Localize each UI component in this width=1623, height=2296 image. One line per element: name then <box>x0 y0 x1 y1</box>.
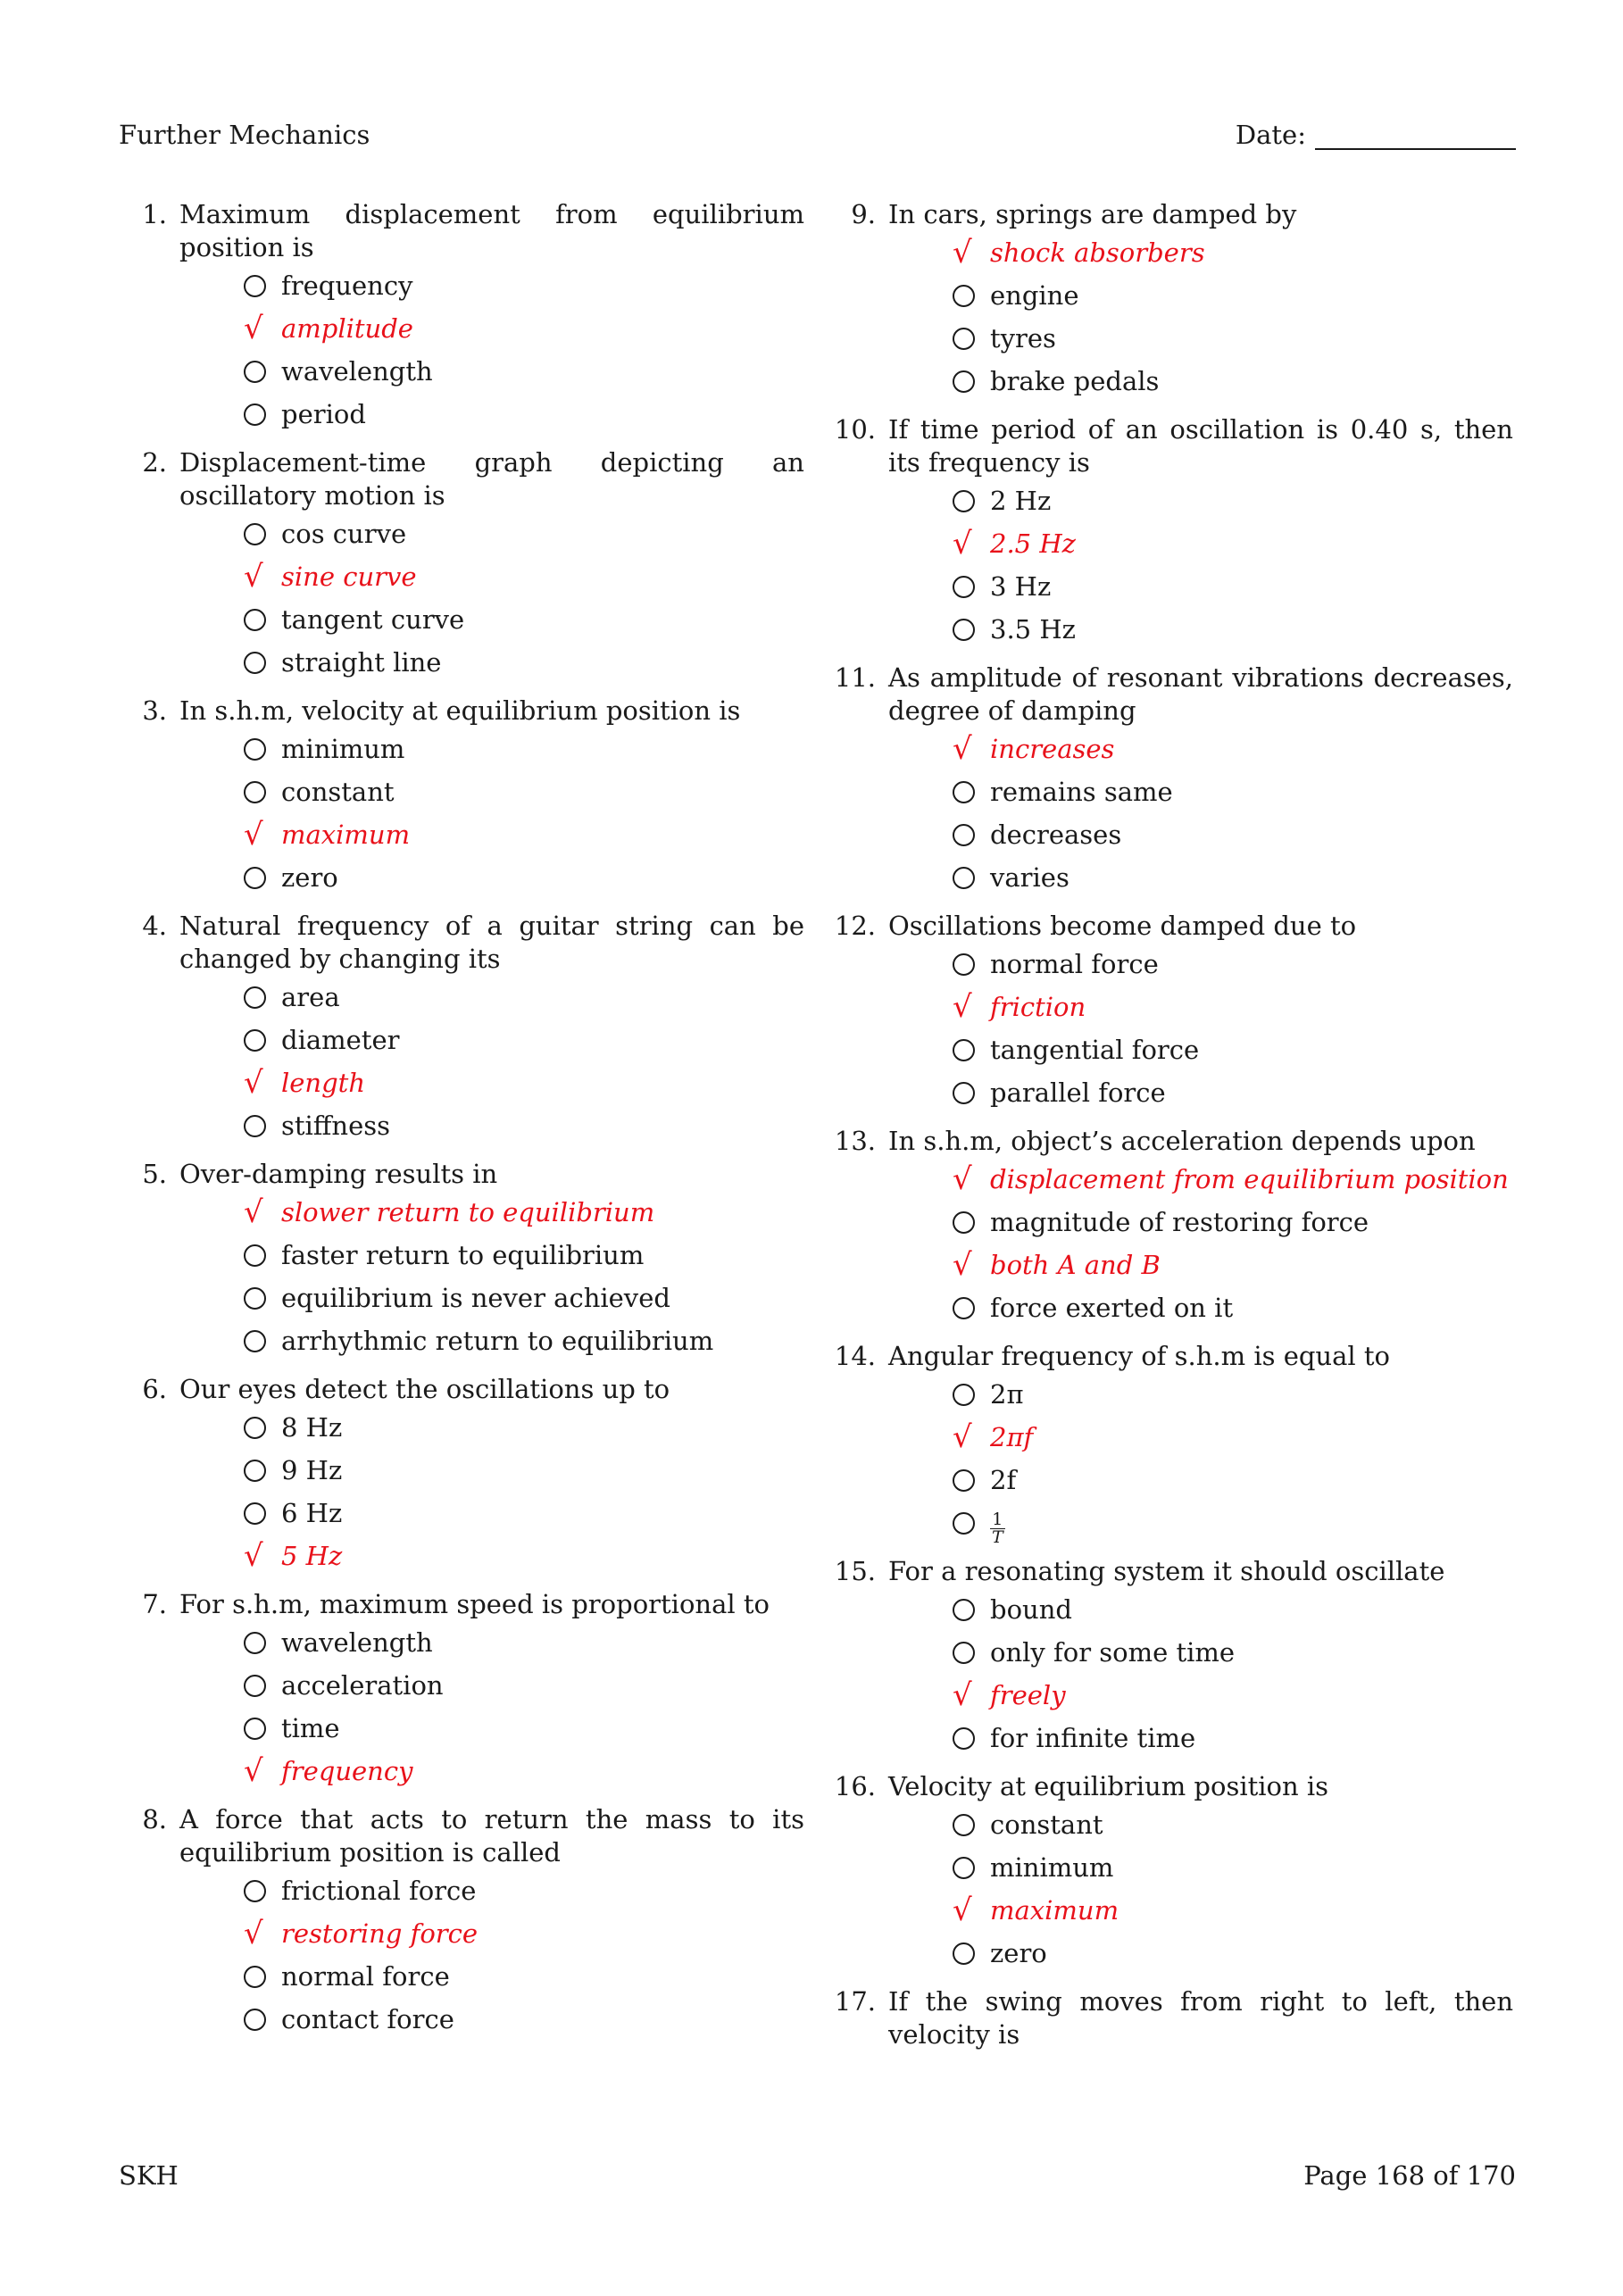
question-text: In s.h.m, object’s acceleration depends upon <box>888 1126 1476 1156</box>
question-text: For a resonating system it should oscillate <box>888 1556 1445 1586</box>
checkmark-icon: √ <box>244 1753 263 1789</box>
answer-option[interactable] <box>953 1674 1515 1717</box>
answer-option[interactable] <box>244 512 806 555</box>
answer-options <box>953 1803 1515 1975</box>
answer-option[interactable] <box>953 1889 1515 1932</box>
question-item <box>119 1588 806 1793</box>
radio-circle-icon[interactable] <box>953 619 975 641</box>
option-label: acceleration <box>281 1670 444 1701</box>
radio-circle-icon[interactable] <box>244 652 266 674</box>
option-label: amplitude <box>281 313 413 344</box>
radio-circle-icon[interactable] <box>953 1599 975 1621</box>
answer-option[interactable] <box>953 360 1515 403</box>
question-text: In cars, springs are damped by <box>888 199 1297 229</box>
answer-option[interactable] <box>953 1244 1515 1286</box>
question-header <box>119 1158 806 1191</box>
option-label: force exerted on it <box>990 1293 1234 1323</box>
radio-circle-icon[interactable] <box>244 781 266 803</box>
answer-option[interactable] <box>953 1459 1515 1502</box>
option-label: 3.5 Hz <box>990 614 1076 645</box>
radio-circle-icon[interactable] <box>244 986 266 1009</box>
checkmark-icon: √ <box>953 1161 972 1197</box>
question-number: 14. <box>834 1341 876 1371</box>
radio-circle-icon[interactable] <box>244 523 266 545</box>
question-text: Over-damping results in <box>179 1159 498 1189</box>
answer-options <box>953 943 1515 1114</box>
answer-option[interactable] <box>953 1286 1515 1329</box>
question-number: 12. <box>834 911 876 941</box>
question-text: If the swing moves from right to left, then velocity is <box>888 1986 1513 2050</box>
option-label: engine <box>990 280 1079 311</box>
option-label: 2 Hz <box>990 486 1052 516</box>
question-text: For s.h.m, maximum speed is proportional to <box>179 1589 770 1619</box>
answer-option[interactable] <box>953 1717 1515 1759</box>
radio-circle-icon[interactable] <box>953 953 975 976</box>
question-header <box>828 661 1515 728</box>
question-item <box>828 198 1515 403</box>
option-label: sine curve <box>281 562 417 592</box>
option-label: maximum <box>281 819 411 850</box>
date-label: Date: <box>1235 120 1306 150</box>
option-label: shock absorbers <box>990 237 1205 268</box>
radio-circle-icon[interactable] <box>953 1384 975 1406</box>
question-item <box>119 446 806 684</box>
option-label: friction <box>990 992 1086 1022</box>
option-label: area <box>281 982 340 1012</box>
answer-option[interactable] <box>953 1416 1515 1459</box>
option-label: period <box>281 399 366 429</box>
question-text: A force that acts to return the mass to its equilibrium position is called <box>179 1804 804 1868</box>
question-text: Oscillations become damped due to <box>888 911 1357 941</box>
question-text: In s.h.m, velocity at equilibrium position is <box>179 695 741 726</box>
question-text: Angular frequency of s.h.m is equal to <box>888 1341 1390 1371</box>
radio-circle-icon[interactable] <box>244 1330 266 1352</box>
answer-options <box>244 264 806 436</box>
question-item <box>119 1158 806 1362</box>
answer-option[interactable] <box>244 1664 806 1707</box>
answer-options <box>953 1588 1515 1759</box>
option-label: only for some time <box>990 1637 1236 1668</box>
answer-option[interactable] <box>953 1158 1515 1201</box>
radio-circle-icon[interactable] <box>953 1297 975 1319</box>
option-label: maximum <box>990 1895 1119 1926</box>
question-number: 4. <box>142 911 167 941</box>
option-label: bound <box>990 1594 1072 1625</box>
answer-option[interactable] <box>244 1955 806 1998</box>
option-label: tyres <box>990 323 1056 354</box>
option-label: 2f <box>990 1465 1017 1495</box>
answer-option[interactable] <box>953 728 1515 770</box>
option-label: increases <box>990 734 1115 764</box>
option-label: stiffness <box>281 1111 391 1141</box>
radio-circle-icon[interactable] <box>244 1244 266 1267</box>
fraction-numerator: 1 <box>992 1509 1003 1529</box>
answer-option[interactable] <box>244 1535 806 1577</box>
answer-options <box>953 479 1515 651</box>
question-header <box>828 198 1515 231</box>
option-label: decreases <box>990 819 1122 850</box>
option-label: tangent curve <box>281 604 465 635</box>
checkmark-icon: √ <box>953 1893 972 1928</box>
answer-option[interactable] <box>244 641 806 684</box>
radio-circle-icon[interactable] <box>953 285 975 307</box>
question-item <box>828 1985 1515 2051</box>
checkmark-icon: √ <box>244 559 263 595</box>
answer-options <box>244 1406 806 1577</box>
question-header <box>119 910 806 976</box>
radio-circle-icon[interactable] <box>244 738 266 761</box>
question-item <box>119 1373 806 1577</box>
question-text: Our eyes detect the oscillations up to <box>179 1374 670 1404</box>
answer-option[interactable] <box>244 264 806 307</box>
answer-option[interactable] <box>953 231 1515 274</box>
option-label: frictional force <box>281 1876 477 1906</box>
option-label: minimum <box>990 1852 1114 1883</box>
option-label: freely <box>990 1680 1066 1710</box>
answer-option[interactable] <box>244 1912 806 1955</box>
option-label: 6 Hz <box>281 1498 343 1528</box>
question-header <box>828 1770 1515 1803</box>
answer-option[interactable] <box>953 986 1515 1028</box>
answer-options <box>953 1158 1515 1329</box>
answer-option[interactable] <box>244 1492 806 1535</box>
answer-option[interactable] <box>244 1707 806 1750</box>
answer-option[interactable] <box>953 1631 1515 1674</box>
radio-circle-icon[interactable] <box>953 1857 975 1879</box>
radio-circle-icon[interactable] <box>244 2009 266 2031</box>
answer-option[interactable] <box>244 976 806 1019</box>
answer-option[interactable] <box>953 813 1515 856</box>
page-header-title: Further Mechanics <box>119 120 370 150</box>
radio-circle-icon[interactable] <box>244 609 266 631</box>
question-number: 9. <box>851 199 876 229</box>
option-label: normal force <box>281 1961 450 1992</box>
answer-options <box>244 728 806 899</box>
radio-circle-icon[interactable] <box>244 1502 266 1525</box>
radio-circle-icon[interactable] <box>953 328 975 350</box>
question-item <box>119 1803 806 2041</box>
fraction-denominator: T <box>992 1527 1003 1547</box>
answer-options <box>244 512 806 684</box>
answer-option[interactable] <box>953 1846 1515 1889</box>
option-label: wavelength <box>281 356 433 387</box>
question-header <box>828 1555 1515 1588</box>
question-number: 11. <box>834 662 876 693</box>
radio-circle-icon[interactable] <box>953 1082 975 1104</box>
question-header <box>828 1340 1515 1373</box>
answer-option[interactable] <box>953 1803 1515 1846</box>
answer-option[interactable] <box>244 1019 806 1061</box>
question-number: 13. <box>834 1126 876 1156</box>
answer-option[interactable] <box>244 1449 806 1492</box>
question-number: 8. <box>142 1804 167 1834</box>
radio-circle-icon[interactable] <box>244 1115 266 1137</box>
answer-option[interactable] <box>953 274 1515 317</box>
question-item <box>119 910 806 1147</box>
question-header <box>119 198 806 264</box>
fraction <box>990 1511 1005 1546</box>
radio-circle-icon[interactable] <box>244 1632 266 1654</box>
option-label: normal force <box>990 949 1159 979</box>
answer-options <box>953 231 1515 403</box>
answer-option[interactable] <box>953 522 1515 565</box>
question-header <box>119 695 806 728</box>
option-label: tangential force <box>990 1035 1200 1065</box>
radio-circle-icon[interactable] <box>953 1512 975 1535</box>
option-label: parallel force <box>990 1077 1166 1108</box>
answer-option[interactable] <box>244 1277 806 1319</box>
option-label: cos curve <box>281 519 407 549</box>
radio-circle-icon[interactable] <box>953 1942 975 1965</box>
footer-author: SKH <box>119 2160 179 2191</box>
radio-circle-icon[interactable] <box>244 1966 266 1988</box>
option-label: equilibrium is never achieved <box>281 1283 670 1313</box>
date-blank-line[interactable] <box>1315 123 1516 150</box>
answer-option[interactable] <box>244 598 806 641</box>
radio-circle-icon[interactable] <box>953 576 975 598</box>
checkmark-icon: √ <box>953 526 972 562</box>
answer-option[interactable] <box>244 1406 806 1449</box>
question-item <box>828 661 1515 899</box>
answer-option[interactable] <box>953 1201 1515 1244</box>
radio-circle-icon[interactable] <box>244 403 266 426</box>
answer-option[interactable] <box>244 770 806 813</box>
option-label: straight line <box>281 647 442 678</box>
answer-option[interactable] <box>953 479 1515 522</box>
question-number: 6. <box>142 1374 167 1404</box>
answer-option[interactable] <box>953 1502 1515 1547</box>
option-label: 2πf <box>990 1422 1034 1452</box>
answer-option[interactable] <box>244 350 806 393</box>
answer-option[interactable] <box>953 943 1515 986</box>
radio-circle-icon[interactable] <box>244 1675 266 1697</box>
answer-option[interactable] <box>953 1028 1515 1071</box>
answer-option[interactable] <box>953 1932 1515 1975</box>
question-item <box>828 1770 1515 1975</box>
radio-circle-icon[interactable] <box>244 1718 266 1740</box>
question-header <box>119 1803 806 1869</box>
option-label: 3 Hz <box>990 571 1052 602</box>
question-number: 5. <box>142 1159 167 1189</box>
question-number: 17. <box>834 1986 876 2017</box>
answer-option[interactable] <box>244 1061 806 1104</box>
answer-option[interactable] <box>244 555 806 598</box>
checkmark-icon: √ <box>244 311 263 346</box>
radio-circle-icon[interactable] <box>953 1469 975 1492</box>
option-label: 5 Hz <box>281 1541 343 1571</box>
option-label: zero <box>990 1938 1047 1968</box>
option-label: frequency <box>281 1756 413 1786</box>
answer-option[interactable] <box>244 1621 806 1664</box>
answer-option[interactable] <box>953 565 1515 608</box>
option-label: arrhythmic return to equilibrium <box>281 1326 714 1356</box>
option-label: displacement from equilibrium position <box>990 1164 1509 1194</box>
question-number: 2. <box>142 447 167 478</box>
answer-option[interactable] <box>953 1588 1515 1631</box>
radio-circle-icon[interactable] <box>244 1460 266 1482</box>
footer-page-number: Page 168 of 170 <box>1303 2160 1516 2191</box>
question-text: Natural frequency of a guitar string can be changed by changing its <box>179 911 804 974</box>
radio-circle-icon[interactable] <box>953 781 975 803</box>
answer-option[interactable] <box>244 813 806 856</box>
radio-circle-icon[interactable] <box>953 370 975 393</box>
checkmark-icon: √ <box>953 989 972 1025</box>
question-header <box>119 1373 806 1406</box>
answer-option[interactable] <box>244 393 806 436</box>
option-label: both A and B <box>990 1250 1161 1280</box>
option-label: length <box>281 1068 366 1098</box>
radio-circle-icon[interactable] <box>953 867 975 889</box>
option-label: magnitude of restoring force <box>990 1207 1369 1237</box>
option-label: 8 Hz <box>281 1412 343 1443</box>
option-label: for infinite time <box>990 1723 1196 1753</box>
question-text: As amplitude of resonant vibrations decreases, degree of damping <box>888 662 1513 726</box>
answer-option[interactable] <box>244 1998 806 2041</box>
questions-column-right <box>828 198 1515 2062</box>
answer-options <box>953 728 1515 899</box>
option-label: 2.5 Hz <box>990 528 1076 559</box>
checkmark-icon: √ <box>244 1916 263 1951</box>
checkmark-icon: √ <box>953 1677 972 1713</box>
radio-circle-icon[interactable] <box>244 275 266 297</box>
answer-option[interactable] <box>244 1750 806 1793</box>
answer-option[interactable] <box>244 307 806 350</box>
option-label: diameter <box>281 1025 400 1055</box>
questions-column-left <box>119 198 806 2051</box>
question-number: 15. <box>834 1556 876 1586</box>
question-item <box>119 695 806 899</box>
option-label: zero <box>281 862 338 893</box>
checkmark-icon: √ <box>953 731 972 767</box>
radio-circle-icon[interactable] <box>953 1727 975 1750</box>
answer-options <box>953 1373 1515 1547</box>
question-text: Displacement-time graph depicting an oscillatory motion is <box>179 447 804 511</box>
option-label: faster return to equilibrium <box>281 1240 645 1270</box>
checkmark-icon: √ <box>953 235 972 270</box>
radio-circle-icon[interactable] <box>953 1039 975 1061</box>
radio-circle-icon[interactable] <box>244 1287 266 1310</box>
option-label: remains same <box>990 777 1173 807</box>
option-label: constant <box>990 1809 1103 1840</box>
answer-option[interactable] <box>953 1071 1515 1114</box>
answer-options <box>244 1869 806 2041</box>
question-number: 3. <box>142 695 167 726</box>
answer-options <box>244 976 806 1147</box>
checkmark-icon: √ <box>953 1419 972 1455</box>
question-item <box>828 1340 1515 1547</box>
option-label: restoring force <box>281 1918 479 1949</box>
question-item <box>828 910 1515 1114</box>
question-text: Maximum displacement from equilibrium position is <box>179 199 804 262</box>
question-header <box>828 910 1515 943</box>
question-item <box>119 198 806 436</box>
question-number: 7. <box>142 1589 167 1619</box>
option-label <box>990 1501 1005 1546</box>
radio-circle-icon[interactable] <box>244 1029 266 1052</box>
answer-option[interactable] <box>953 856 1515 899</box>
question-text: If time period of an oscillation is 0.40 s, then its frequency is <box>888 414 1513 478</box>
question-item <box>828 413 1515 651</box>
radio-circle-icon[interactable] <box>953 824 975 846</box>
option-label: 2π <box>990 1379 1024 1410</box>
question-number: 16. <box>834 1771 876 1801</box>
answer-option[interactable] <box>244 728 806 770</box>
option-label: varies <box>990 862 1070 893</box>
option-label: minimum <box>281 734 405 764</box>
option-label: 9 Hz <box>281 1455 343 1485</box>
radio-circle-icon[interactable] <box>953 1814 975 1836</box>
question-item <box>828 1125 1515 1329</box>
answer-option[interactable] <box>244 856 806 899</box>
option-label: frequency <box>281 270 413 301</box>
question-header <box>119 1588 806 1621</box>
option-label: contact force <box>281 2004 454 2034</box>
checkmark-icon: √ <box>244 817 263 853</box>
answer-option[interactable] <box>953 608 1515 651</box>
radio-circle-icon[interactable] <box>953 1211 975 1234</box>
radio-circle-icon[interactable] <box>244 1417 266 1439</box>
question-text: Velocity at equilibrium position is <box>888 1771 1329 1801</box>
question-header <box>828 1125 1515 1158</box>
option-label: wavelength <box>281 1627 433 1658</box>
question-header <box>119 446 806 512</box>
answer-option[interactable] <box>953 317 1515 360</box>
option-label: constant <box>281 777 395 807</box>
radio-circle-icon[interactable] <box>244 361 266 383</box>
option-label: brake pedals <box>990 366 1160 396</box>
answer-option[interactable] <box>953 1373 1515 1416</box>
checkmark-icon: √ <box>244 1065 263 1101</box>
question-header <box>828 413 1515 479</box>
answer-option[interactable] <box>244 1869 806 1912</box>
answer-option[interactable] <box>244 1191 806 1234</box>
option-label: time <box>281 1713 340 1743</box>
checkmark-icon: √ <box>244 1194 263 1230</box>
date-field <box>1236 120 1516 150</box>
answer-option[interactable] <box>244 1319 806 1362</box>
answer-options <box>244 1191 806 1362</box>
answer-option[interactable] <box>953 770 1515 813</box>
question-item <box>828 1555 1515 1759</box>
radio-circle-icon[interactable] <box>953 1642 975 1664</box>
checkmark-icon: √ <box>244 1538 263 1574</box>
answer-options <box>244 1621 806 1793</box>
answer-option[interactable] <box>244 1104 806 1147</box>
question-header <box>828 1985 1515 2051</box>
radio-circle-icon[interactable] <box>244 867 266 889</box>
answer-option[interactable] <box>244 1234 806 1277</box>
radio-circle-icon[interactable] <box>953 490 975 512</box>
option-label: slower return to equilibrium <box>281 1197 655 1227</box>
question-number: 1. <box>142 199 167 229</box>
question-number: 10. <box>834 414 876 445</box>
radio-circle-icon[interactable] <box>244 1880 266 1902</box>
checkmark-icon: √ <box>953 1247 972 1283</box>
